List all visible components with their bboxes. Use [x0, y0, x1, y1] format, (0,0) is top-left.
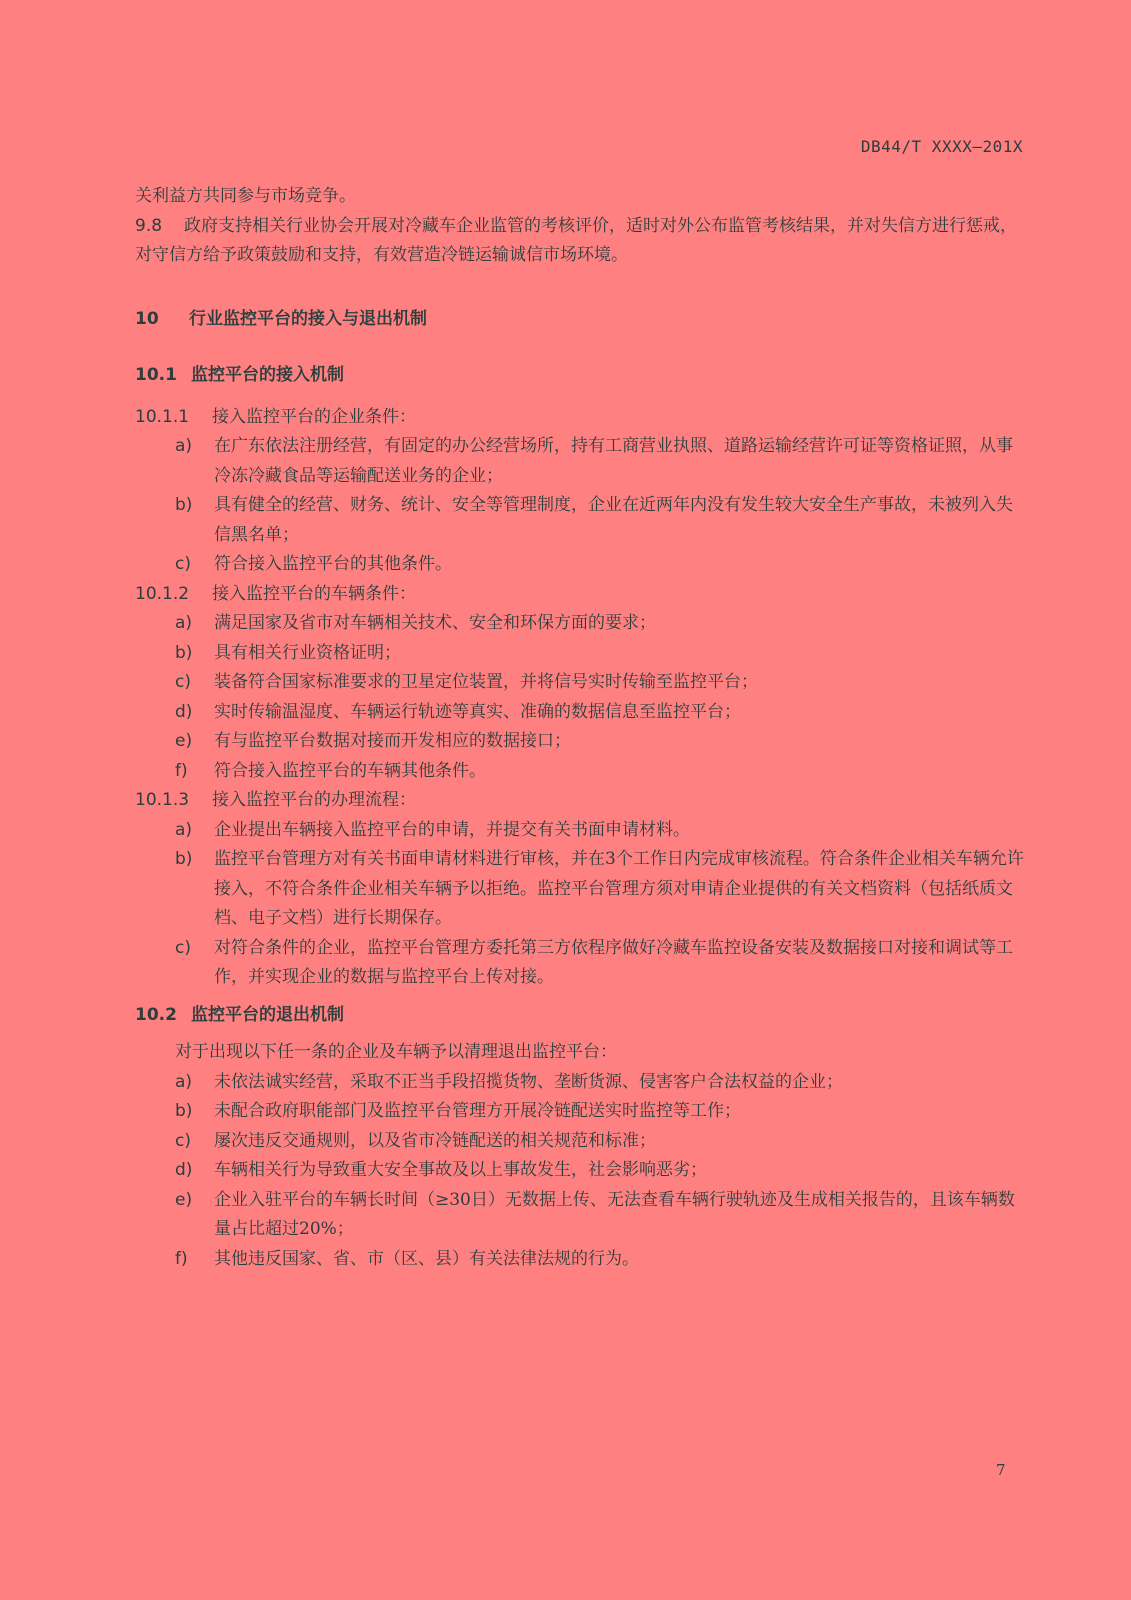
item-text: 企业入驻平台的车辆长时间（≥30日）无数据上传、无法查看车辆行驶轨迹及生成相关报告的，且该车辆数量占比超过20%； [214, 1189, 1015, 1239]
item-text: 监控平台管理方对有关书面申请材料进行审核，并在3个工作日内完成审核流程。符合条件企业相关车辆允许接入，不符合条件企业相关车辆予以拒绝。监控平台管理方须对申请企业提供的有关文档资料（包括纸质文档、电子文档）进行长期保存。 [214, 849, 1024, 928]
item-text: 装备符合国家标准要求的卫星定位装置，并将信号实时传输至监控平台； [214, 672, 758, 692]
item-text: 具有相关行业资格证明； [214, 642, 401, 663]
item-label: a) [175, 1071, 193, 1092]
item-text: 企业提出车辆接入监控平台的申请，并提交有关书面申请材料。 [214, 819, 690, 840]
section-10-2-heading [135, 1001, 1025, 1031]
clause-title: 接入监控平台的办理流程： [212, 790, 416, 810]
item-label: c) [175, 554, 191, 574]
item-text: 符合接入监控平台的其他条件。 [214, 554, 452, 574]
section-title: 监控平台的退出机制 [190, 1004, 344, 1025]
list-item [135, 668, 1025, 698]
item-text: 未配合政府职能部门及监控平台管理方开展冷链配送实时监控等工作； [214, 1101, 741, 1121]
item-label: a) [175, 436, 193, 456]
item-label: b) [175, 495, 193, 515]
clause-title: 接入监控平台的企业条件： [212, 406, 416, 427]
page-body [135, 182, 1025, 1274]
item-label: f) [175, 1248, 188, 1269]
list-item [135, 816, 1025, 846]
clause-number: 10.1.2 [135, 583, 190, 604]
item-label: b) [175, 642, 193, 663]
item-text: 未依法诚实经营，采取不正当手段招揽货物、垄断货源、侵害客户合法权益的企业； [214, 1071, 843, 1092]
item-label: b) [175, 849, 193, 869]
item-label: c) [175, 1130, 191, 1151]
document-code: DB44/T XXXX—201X [860, 137, 1023, 156]
section-number: 10.2 [135, 1004, 177, 1025]
list-item [135, 1156, 1025, 1186]
item-text: 其他违反国家、省、市（区、县）有关法律法规的行为。 [214, 1248, 639, 1269]
item-text: 在广东依法注册经营，有固定的办公经营场所，持有工商营业执照、道路运输经营许可证等资格证照，从事冷冻冷藏食品等运输配送业务的企业； [214, 436, 1013, 486]
item-label: a) [175, 613, 193, 633]
clause-number: 10.1.1 [135, 406, 190, 427]
section-number: 10.1 [135, 365, 177, 385]
section-10-heading [135, 305, 1025, 335]
list-item [135, 609, 1025, 639]
item-label: e) [175, 1189, 193, 1210]
item-text: 实时传输温湿度、车辆运行轨迹等真实、准确的数据信息至监控平台； [214, 701, 741, 722]
list-item [135, 1127, 1025, 1157]
list-item [135, 639, 1025, 669]
list-item [135, 727, 1025, 757]
section-title: 监控平台的接入机制 [190, 365, 344, 385]
item-text: 满足国家及省市对车辆相关技术、安全和环保方面的要求； [214, 613, 656, 633]
item-label: c) [175, 672, 191, 692]
list-item [135, 934, 1025, 993]
exit-intro: 对于出现以下任一条的企业及车辆予以清理退出监控平台： [175, 1042, 617, 1062]
list-item [135, 550, 1025, 580]
clause-10-1-1 [135, 403, 1025, 433]
item-label: f) [175, 760, 188, 781]
section-number: 10 [135, 308, 159, 329]
item-label: a) [175, 819, 193, 840]
item-text: 屡次违反交通规则，以及省市冷链配送的相关规范和标准； [214, 1130, 656, 1151]
clause-number: 9.8 [135, 215, 163, 236]
clause-number: 10.1.3 [135, 790, 190, 810]
item-label: e) [175, 731, 193, 751]
page-number: 7 [996, 1461, 1006, 1479]
list-item [135, 757, 1025, 787]
item-label: d) [175, 1160, 193, 1180]
list-item [135, 432, 1025, 491]
clause-10-1-2 [135, 580, 1025, 610]
list-item [135, 845, 1025, 934]
item-label: c) [175, 937, 191, 958]
item-text: 有与监控平台数据对接而开发相应的数据接口； [214, 731, 571, 751]
list-item [135, 1068, 1025, 1098]
item-text: 具有健全的经营、财务、统计、安全等管理制度，企业在近两年内没有发生较大安全生产事故，未被列入失信黑名单； [214, 495, 1013, 545]
item-label: b) [175, 1101, 193, 1121]
list-item [135, 698, 1025, 728]
list-item [135, 491, 1025, 550]
list-item [135, 1245, 1025, 1275]
continuation-text: 关利益方共同参与市场竞争。 [135, 186, 356, 206]
item-label: d) [175, 701, 193, 722]
list-item [135, 1097, 1025, 1127]
item-text: 符合接入监控平台的车辆其他条件。 [214, 760, 486, 781]
list-item [135, 1186, 1025, 1245]
item-text: 对符合条件的企业，监控平台管理方委托第三方依程序做好冷藏车监控设备安装及数据接口对接和调试等工作，并实现企业的数据与监控平台上传对接。 [214, 937, 1013, 987]
clause-title: 接入监控平台的车辆条件： [212, 583, 416, 604]
clause-9-8 [135, 212, 1025, 271]
clause-10-1-3 [135, 786, 1025, 816]
section-10-1-heading [135, 361, 1025, 391]
section-title: 行业监控平台的接入与退出机制 [189, 308, 427, 329]
clause-text: 政府支持相关行业协会开展对冷藏车企业监管的考核评价，适时对外公布监管考核结果，并对失信方进行惩戒，对守信方给予政策鼓励和支持，有效营造冷链运输诚信市场环境。 [135, 215, 1017, 265]
item-text: 车辆相关行为导致重大安全事故及以上事故发生，社会影响恶劣； [214, 1160, 707, 1180]
